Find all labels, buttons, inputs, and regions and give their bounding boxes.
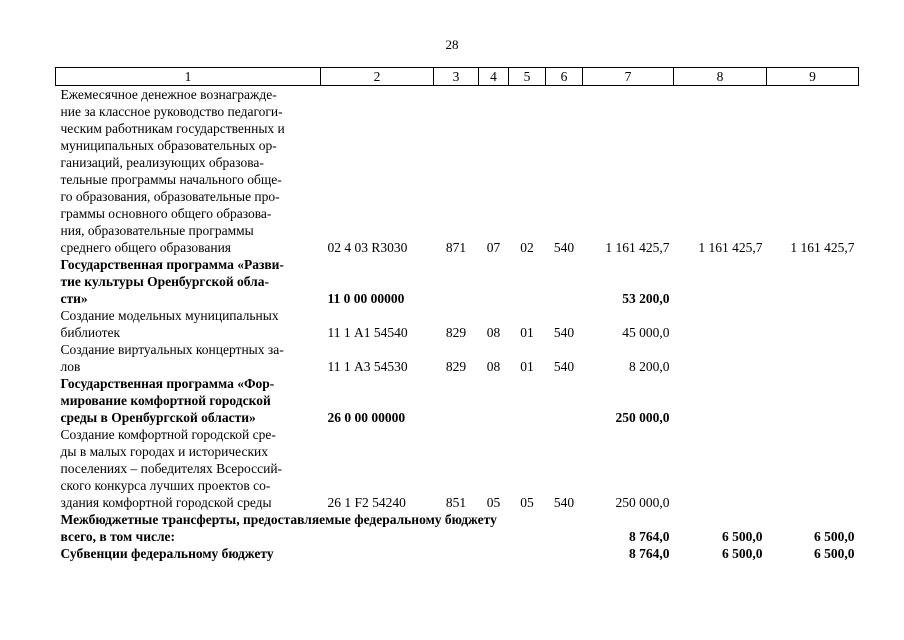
page-number: 28 bbox=[445, 37, 459, 52]
column-header: 8 bbox=[674, 68, 767, 86]
cell-c5: 01 bbox=[520, 325, 534, 340]
cell-c4: 07 bbox=[486, 240, 501, 255]
row-name-line: граммы основного общего образова- bbox=[60, 206, 272, 221]
amount-c9: 6 500,0 bbox=[814, 546, 855, 561]
row-name-line: Государственная программа «Разви- bbox=[60, 257, 284, 272]
row-name-line: тельные программы начального обще- bbox=[60, 172, 282, 187]
subventions-label: Субвенции федеральному бюджету bbox=[60, 546, 274, 561]
cell-c4: 08 bbox=[486, 325, 501, 340]
row-name-line: ского конкурса лучших проектов со- bbox=[60, 478, 271, 493]
row-name-line: среды в Оренбургской области» bbox=[60, 410, 256, 425]
cell-c6 bbox=[546, 256, 583, 307]
transfers-title-row bbox=[56, 511, 859, 528]
cell-c4: 08 bbox=[486, 359, 501, 374]
row-name-line: поселениях – победителях Всероссий- bbox=[60, 461, 283, 476]
row-name-line: мирование комфортной городской bbox=[60, 393, 271, 408]
cell-c6: 540 bbox=[553, 240, 575, 255]
amount-c7: 53 200,0 bbox=[622, 291, 670, 306]
program-code: 11 0 00 00000 bbox=[327, 291, 405, 306]
amount-c9 bbox=[767, 426, 859, 511]
cell-c3: 829 bbox=[445, 325, 467, 340]
row-name-line: ческим работникам государственных и bbox=[60, 121, 285, 136]
row-name-line: Создание комфортной городской сре- bbox=[60, 427, 276, 442]
row-name-line: тие культуры Оренбургской обла- bbox=[60, 274, 269, 289]
cell-c5: 01 bbox=[520, 359, 534, 374]
cell-c4: 05 bbox=[486, 495, 501, 510]
subventions-row bbox=[56, 545, 859, 562]
cell-c6: 540 bbox=[553, 495, 575, 510]
program-code: 11 1 А3 54530 bbox=[327, 359, 408, 374]
cell-c6: 540 bbox=[553, 359, 575, 374]
program-code: 26 0 00 00000 bbox=[327, 410, 406, 425]
row-name-line: сти» bbox=[60, 291, 88, 306]
column-header: 6 bbox=[546, 68, 583, 86]
program-code: 26 1 F2 54240 bbox=[327, 495, 406, 510]
row-name-line: го образования, образовательные про- bbox=[60, 189, 280, 204]
row-name-line: Создание модельных муниципальных bbox=[60, 308, 279, 323]
row-name bbox=[56, 86, 321, 257]
amount-c7: 8 764,0 bbox=[629, 529, 670, 544]
transfers-title: Межбюджетные трансферты, предоставляемые федеральному бюджету bbox=[60, 512, 497, 527]
amount-c8 bbox=[674, 341, 767, 375]
table-row bbox=[56, 341, 859, 375]
amount-c7: 8 200,0 bbox=[629, 359, 670, 374]
column-header: 4 bbox=[479, 68, 509, 86]
column-header: 3 bbox=[434, 68, 479, 86]
amount-c9 bbox=[767, 256, 859, 307]
column-header: 5 bbox=[509, 68, 546, 86]
amount-c7: 45 000,0 bbox=[622, 325, 670, 340]
table-row bbox=[56, 426, 859, 511]
cell-c3: 871 bbox=[445, 240, 467, 255]
amount-c9: 6 500,0 bbox=[814, 529, 855, 544]
column-header: 1 bbox=[56, 68, 321, 86]
amount-c8: 1 161 425,7 bbox=[698, 240, 763, 255]
amount-c9 bbox=[767, 341, 859, 375]
table-row bbox=[56, 307, 859, 341]
cell-c3: 851 bbox=[445, 495, 467, 510]
amount-c8 bbox=[674, 256, 767, 307]
row-name bbox=[56, 256, 321, 307]
budget-table bbox=[55, 67, 859, 562]
amount-c8: 6 500,0 bbox=[722, 529, 763, 544]
transfers-total-row bbox=[56, 528, 859, 545]
cell-c5 bbox=[509, 375, 546, 426]
column-number-header bbox=[56, 68, 859, 86]
column-header: 2 bbox=[321, 68, 434, 86]
row-name-line: Государственная программа «Фор- bbox=[60, 376, 275, 391]
row-name-line: здания комфортной городской среды bbox=[60, 495, 272, 510]
amount-c8 bbox=[674, 375, 767, 426]
table-row bbox=[56, 375, 859, 426]
cell-c4 bbox=[479, 375, 509, 426]
row-name-line: лов bbox=[60, 359, 81, 374]
row-name-line: Создание виртуальных концертных за- bbox=[60, 342, 284, 357]
table-row bbox=[56, 256, 859, 307]
row-name-line: ганизаций, реализующих образова- bbox=[60, 155, 264, 170]
cell-c5: 05 bbox=[520, 495, 534, 510]
cell-c3 bbox=[434, 256, 479, 307]
amount-c9: 1 161 425,7 bbox=[790, 240, 855, 255]
row-name-line: Ежемесячное денежное вознагражде- bbox=[60, 87, 277, 102]
row-name-line: муниципальных образовательных ор- bbox=[60, 138, 277, 153]
table-row bbox=[56, 86, 859, 257]
amount-c9 bbox=[767, 375, 859, 426]
row-name bbox=[56, 307, 321, 341]
amount-c8 bbox=[674, 426, 767, 511]
row-name-line: ды в малых городах и исторических bbox=[60, 444, 269, 459]
cell-c5: 02 bbox=[520, 240, 534, 255]
amount-c8: 6 500,0 bbox=[722, 546, 763, 561]
row-name bbox=[56, 426, 321, 511]
row-name-line: ния, образовательные программы bbox=[60, 223, 254, 238]
cell-c6 bbox=[546, 375, 583, 426]
amount-c7: 1 161 425,7 bbox=[605, 240, 670, 255]
row-name bbox=[56, 375, 321, 426]
amount-c8 bbox=[674, 307, 767, 341]
cell-c4 bbox=[479, 256, 509, 307]
program-code: 11 1 А1 54540 bbox=[327, 325, 408, 340]
row-name-line: среднего общего образования bbox=[60, 240, 232, 255]
cell-c5 bbox=[509, 256, 546, 307]
program-code: 02 4 03 R3030 bbox=[327, 240, 408, 255]
amount-c7: 8 764,0 bbox=[629, 546, 670, 561]
column-header: 9 bbox=[767, 68, 859, 86]
row-name-line: ние за классное руководство педагоги- bbox=[60, 104, 283, 119]
column-header: 7 bbox=[583, 68, 674, 86]
cell-c3: 829 bbox=[445, 359, 467, 374]
amount-c7: 250 000,0 bbox=[615, 410, 670, 425]
amount-c7: 250 000,0 bbox=[615, 495, 670, 510]
transfers-total-label: всего, в том числе: bbox=[60, 529, 176, 544]
cell-c3 bbox=[434, 375, 479, 426]
cell-c6: 540 bbox=[553, 325, 575, 340]
row-name bbox=[56, 341, 321, 375]
row-name-line: библиотек bbox=[60, 325, 121, 340]
amount-c9 bbox=[767, 307, 859, 341]
